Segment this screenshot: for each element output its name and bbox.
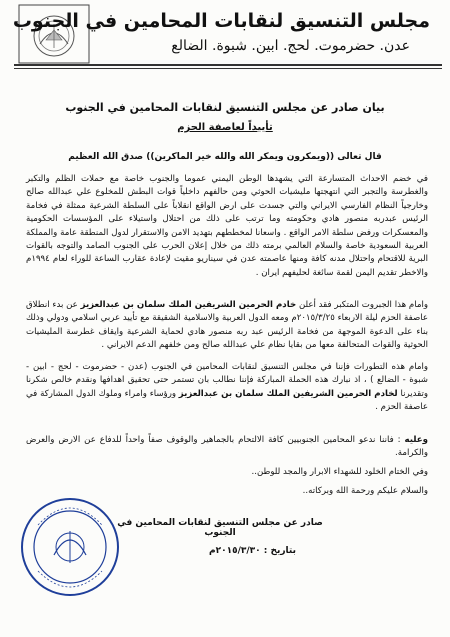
paragraph-2-king-name: خادم الحرمين الشريفين الملك سلمان بن عبدالعزيز — [80, 300, 297, 310]
closing-signature: صادر عن مجلس التنسيق لنقابات المحامين في الجنوب — [117, 518, 323, 538]
paragraph-2-text-c: عن بدء انطلاق عاصفة الحزم ليلة الاربعاء ٢٠١٥/٣/٢٥م ومعه الدول العربية والاسلامية الشقيقة مع تأييد عربي اسلامي ودولي وذلك بناء على الدعوة الموجهة من فخامة الرئيس عبد ربه منصور هادي لحماية الشرعية وايقاف غطرسة المليشيات الحوثية والقوات المتحالفة معها من بقايا نظام علي عبدالله صالح ومن خلفهم الدعم الايراني . — [26, 300, 428, 351]
statement-title: بيان صادر عن مجلس التنسيق لنقابات المحامين في الجنوب — [65, 101, 385, 114]
paragraph-6: والسلام عليكم ورحمة الله وبركاته.. — [302, 486, 428, 496]
header-subtitle: عدن. حضرموت. لحج. ابين. شبوة. الضالع — [171, 38, 410, 54]
statement-date: بتاريخ : ٢٠١٥/٣/٣٠م — [209, 546, 296, 556]
paragraph-1: في خضم الاحداث المتسارعة التي يشهدها الوطن اليمني عموما والجنوب خاصة مع حملات الظلم والتكبر والغطرسة والتجبر التي انتهجتها مليشيات الحوثي ومن حالفهم داخلياً قوات البطش للمخلوع علي عبدالله صالح وخارجياً النظام الفارسي الايراني والتي جسدت على ارض الواقع انقلاباً على السلطة الشرعية ممثلة في فخامة الرئيس عبدربه منصور هادي وحكومته وما ترتب على ذلك من احتلال واستيلاء على المؤسسات الحكومية والمعسكرات ورفض سلطة الامر الواقع . واسعانا لمخططهم بتهديد الامن والاستقرار لدول المنطقة عامة والمملكة العربية السعودية خاصة والسلام العالمي برمته ذلك من خلال إعلان الحرب على الجنوب الصامد والتوجه بالقوات البرية للاقتحام واحتلال مدنه كافة ومنها عاصمته عدن في سيناريو مقيت لإعادة عقارب الساعة للوراء لعام ١٩٩٤م والاخطر تقديم اليمن لقمة سائغة لحليفهم ايران . — [26, 174, 428, 278]
paragraph-4-lead: وعليه — [404, 435, 428, 445]
paragraph-2 — [26, 299, 428, 353]
paragraph-2-text-a: وامام هذا الجبروت المتكبر فقد أعلن — [296, 300, 429, 310]
paragraph-4-text: : فاننا ندعو المحامين الجنوبيين كافة الالتحام بالجماهير والوقوف صفاً واحداً للدفاع عن الارض والعرض والكرامة. — [26, 435, 428, 459]
statement-support: تأييداً لعاصفة الحزم — [177, 122, 273, 133]
header-divider — [14, 64, 442, 66]
quran-verse: قال تعالى ((ويمكرون ويمكر الله والله خير الماكرين)) صدق الله العظيم — [68, 152, 382, 162]
paragraph-4 — [26, 434, 428, 461]
header-divider-thin — [14, 68, 442, 69]
official-stamp — [18, 495, 123, 600]
paragraph-3-text-c: ورؤساء وامراء وملوك الدول المشاركة في عاصفة الحزم . — [26, 388, 428, 413]
header-title: مجلس التنسيق لنقابات المحامين في الجنوب — [12, 10, 430, 32]
paragraph-5: وفي الختام الخلود للشهداء الابرار والمجد للوطن.. — [251, 467, 428, 477]
paragraph-3-king-name: لخادم الحرمين الشريفين الملك سلمان بن عبدالعزيز — [178, 388, 398, 399]
paragraph-3-text-a: وامام هذه التطورات فإننا في مجلس التنسيق لنقابات المحامين في الجنوب (عدن - حضرموت - لحج - ابين - شبوة - الضالع ) ، اذ نبارك هذه الحملة المباركة فإننا نطالب بان تستمر حتى تحقيق اهدافها ونقدم خالص شكرنا وتقديرنا — [26, 362, 428, 399]
paragraph-3 — [26, 361, 428, 415]
